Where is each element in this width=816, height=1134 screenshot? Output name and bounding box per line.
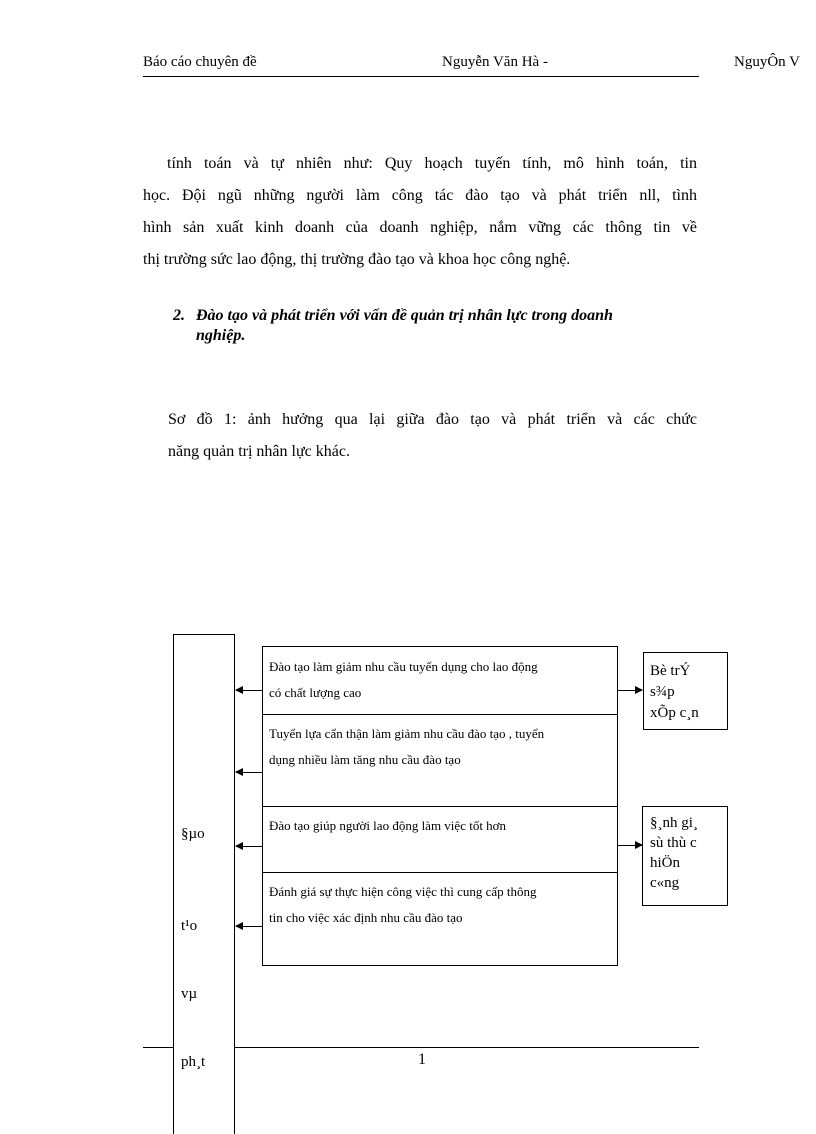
header-rule <box>143 76 699 77</box>
section-number: 2. <box>173 307 185 324</box>
side-box-line: s¾p <box>650 684 675 700</box>
cell-divider <box>262 714 618 715</box>
side-box-line: §¸nh gi¸ <box>650 815 698 831</box>
center-word: §µo <box>181 826 205 842</box>
center-word: vµ <box>181 986 198 1002</box>
paragraph-line: học. Đội ngũ những người làm công tác đào tạo và phát triển nll, tình <box>143 187 697 204</box>
influence-cell <box>269 879 537 931</box>
section-heading-line: nghiệp. <box>196 327 246 344</box>
center-word: t¹o <box>181 918 198 934</box>
side-box-line: Bè trÝ <box>650 663 691 679</box>
cell-divider <box>262 806 618 807</box>
paragraph-line: tính toán và tự nhiên như: Quy hoạch tuyến tính, mô hình toán, tin <box>167 155 697 172</box>
paragraph-line: thị trường sức lao động, thị trường đào tạo và khoa học công nghệ. <box>143 251 571 268</box>
influence-cell <box>269 813 506 839</box>
page-number: 1 <box>418 1051 426 1068</box>
header-author: Nguyễn Văn Hà - <box>442 54 548 70</box>
arrow-right-icon <box>618 845 642 846</box>
cell-line: tin cho việc xác định nhu cầu đào tạo <box>269 910 463 925</box>
cell-line: Đào tạo làm giảm nhu cầu tuyển dụng cho lao động <box>269 659 538 674</box>
caption-line: năng quản trị nhân lực khác. <box>168 443 350 460</box>
caption-line: Sơ đồ 1: ảnh hưởng qua lại giữa đào tạo và phát triển và các chức <box>168 411 697 428</box>
side-box-line: c«ng <box>650 875 680 891</box>
arrow-left-icon <box>236 690 262 691</box>
body-paragraph <box>143 148 697 276</box>
side-box-line: xÕp c¸n <box>650 705 699 721</box>
footer-rule <box>235 1047 699 1048</box>
side-box-text <box>650 661 699 724</box>
section-heading-line: Đào tạo và phát triển với vấn đề quản trị nhân lực trong doanh <box>196 307 613 324</box>
cell-line: Đào tạo giúp người lao động làm việc tốt hơn <box>269 818 507 833</box>
side-box-text <box>650 813 698 893</box>
center-word: ph¸t <box>181 1054 206 1070</box>
paragraph-line: hình sản xuất kinh doanh của doanh nghiệp, nắm vững các thông tin về <box>143 219 697 236</box>
cell-line: dụng nhiều làm tăng nhu cầu đào tạo <box>269 752 461 767</box>
arrow-left-icon <box>236 926 262 927</box>
arrow-left-icon <box>236 772 262 773</box>
side-box-line: sù thù c <box>650 835 697 851</box>
cell-divider <box>262 872 618 873</box>
footer-rule-left <box>143 1047 173 1048</box>
influence-cell <box>269 654 538 706</box>
diagram-caption <box>168 404 697 468</box>
header-left-title: Báo cáo chuyên đề <box>143 54 257 70</box>
cell-line: Đánh giá sự thực hiện công việc thì cung cấp thông <box>269 884 537 899</box>
header-right-text: NguyÔn V <box>734 54 800 70</box>
cell-line: Tuyển lựa cẩn thận làm giảm nhu cầu đào tạo , tuyển <box>269 726 545 741</box>
arrow-left-icon <box>236 846 262 847</box>
arrow-right-icon <box>618 690 642 691</box>
cell-line: có chất lượng cao <box>269 685 362 700</box>
influence-cell <box>269 721 544 773</box>
side-box-line: hiÖn <box>650 855 680 871</box>
